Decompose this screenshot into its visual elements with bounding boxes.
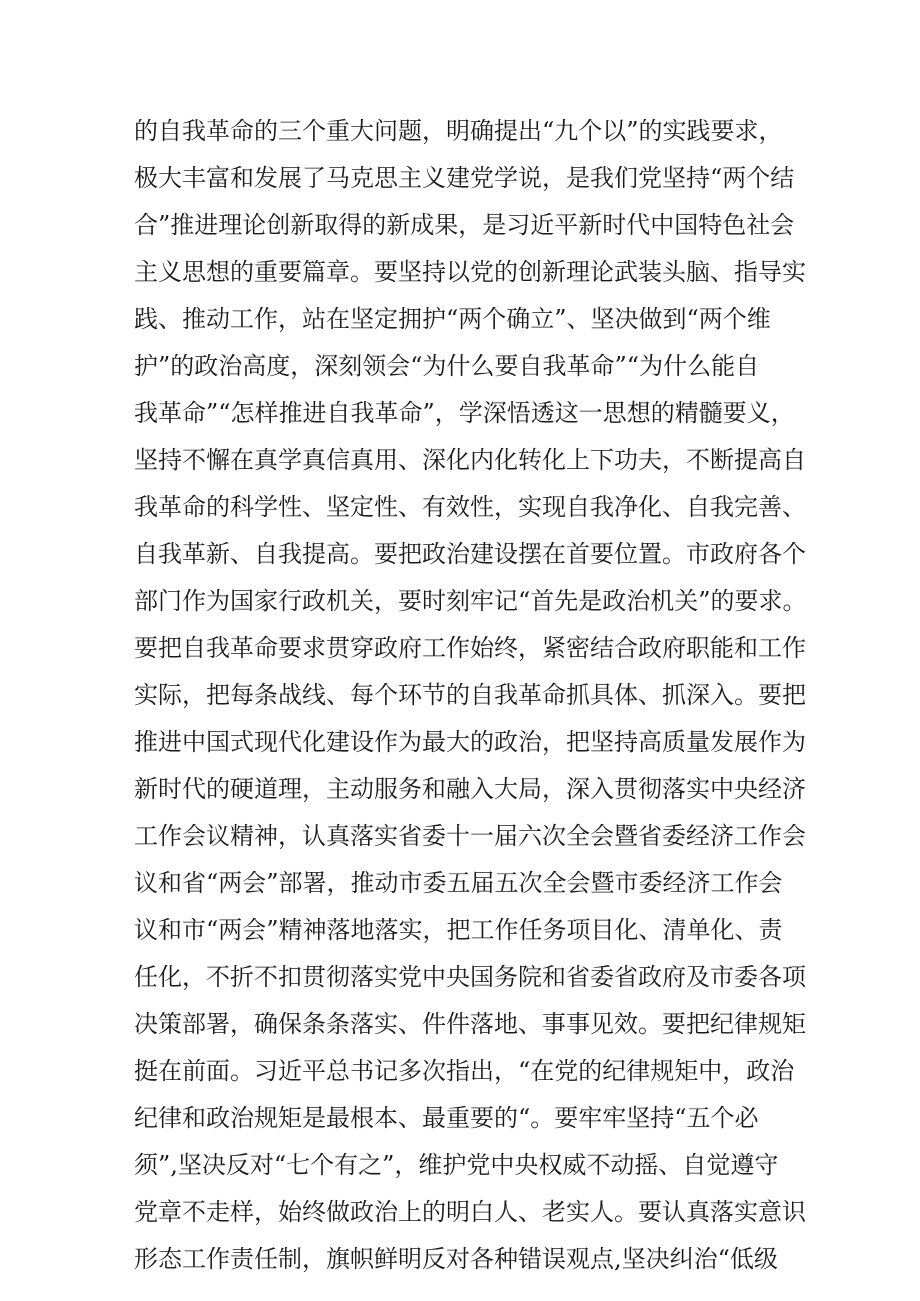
text-line: 我革命”“怎样推进自我革命”，学深悟透这一思想的精髓要义， bbox=[134, 399, 795, 427]
text-line: 部门作为国家行政机关，要时刻牢记“首先是政治机关”的要求。 bbox=[134, 587, 807, 615]
text-line: 极大丰富和发展了马克思主义建党学说，是我们党坚持“两个结 bbox=[134, 164, 795, 192]
text-line: 须”,坚决反对“七个有之”，维护党中央权威不动摇、自觉遵守 bbox=[134, 1151, 779, 1179]
text-line: 挺在前面。习近平总书记多次指出，“在党的纪律规矩中，政治 bbox=[134, 1057, 795, 1085]
text-line: 决策部署，确保条条落实、件件落地、事事见效。要把纪律规矩 bbox=[134, 1010, 806, 1038]
text-line: 践、推动工作，站在坚定拥护“两个确立”、坚决做到“两个维 bbox=[134, 305, 771, 333]
text-line: 党章不走样，始终做政治上的明白人、老实人。要认真落实意识 bbox=[134, 1198, 806, 1226]
text-line: 要把自我革命要求贯穿政府工作始终，紧密结合政府职能和工作 bbox=[134, 634, 806, 662]
text-line: 坚持不懈在真学真信真用、深化内化转化上下功夫，不断提高自 bbox=[134, 446, 806, 474]
text-line: 实际，把每条战线、每个环节的自我革命抓具体、抓深入。要把 bbox=[134, 681, 806, 709]
text-line: 工作会议精神，认真落实省委十一届六次全会暨省委经济工作会 bbox=[134, 822, 806, 850]
text-line: 推进中国式现代化建设作为最大的政治，把坚持高质量发展作为 bbox=[134, 728, 806, 756]
text-line: 我革命的科学性、坚定性、有效性，实现自我净化、自我完善、 bbox=[134, 493, 806, 521]
text-line: 护”的政治高度，深刻领会“为什么要自我革命”“为什么能自 bbox=[134, 352, 760, 380]
text-line: 合”推进理论创新取得的新成果，是习近平新时代中国特色社会 bbox=[134, 211, 795, 239]
text-line: 任化，不折不扣贯彻落实党中央国务院和省委省政府及市委各项 bbox=[134, 963, 806, 991]
text-line: 的自我革命的三个重大问题，明确提出“九个以”的实践要求， bbox=[134, 117, 783, 145]
text-line: 议和省“两会”部署，推动市委五届五次全会暨市委经济工作会 bbox=[134, 869, 783, 897]
text-line: 新时代的硬道理，主动服务和融入大局，深入贯彻落实中央经济 bbox=[134, 775, 806, 803]
text-line: 主义思想的重要篇章。要坚持以党的创新理论武装头脑、指导实 bbox=[134, 258, 806, 286]
text-line: 形态工作责任制，旗帜鲜明反对各种错误观点,坚决纠治“低级 bbox=[134, 1245, 778, 1273]
text-line: 自我革新、自我提高。要把政治建设摆在首要位置。市政府各个 bbox=[134, 540, 806, 568]
text-line: 纪律和政治规矩是最根本、最重要的“。要牢牢坚持“五个必 bbox=[134, 1104, 759, 1132]
body-paragraph bbox=[134, 108, 807, 1283]
text-line: 议和市“两会”精神落地落实，把工作任务项目化、清单化、责 bbox=[134, 916, 783, 944]
